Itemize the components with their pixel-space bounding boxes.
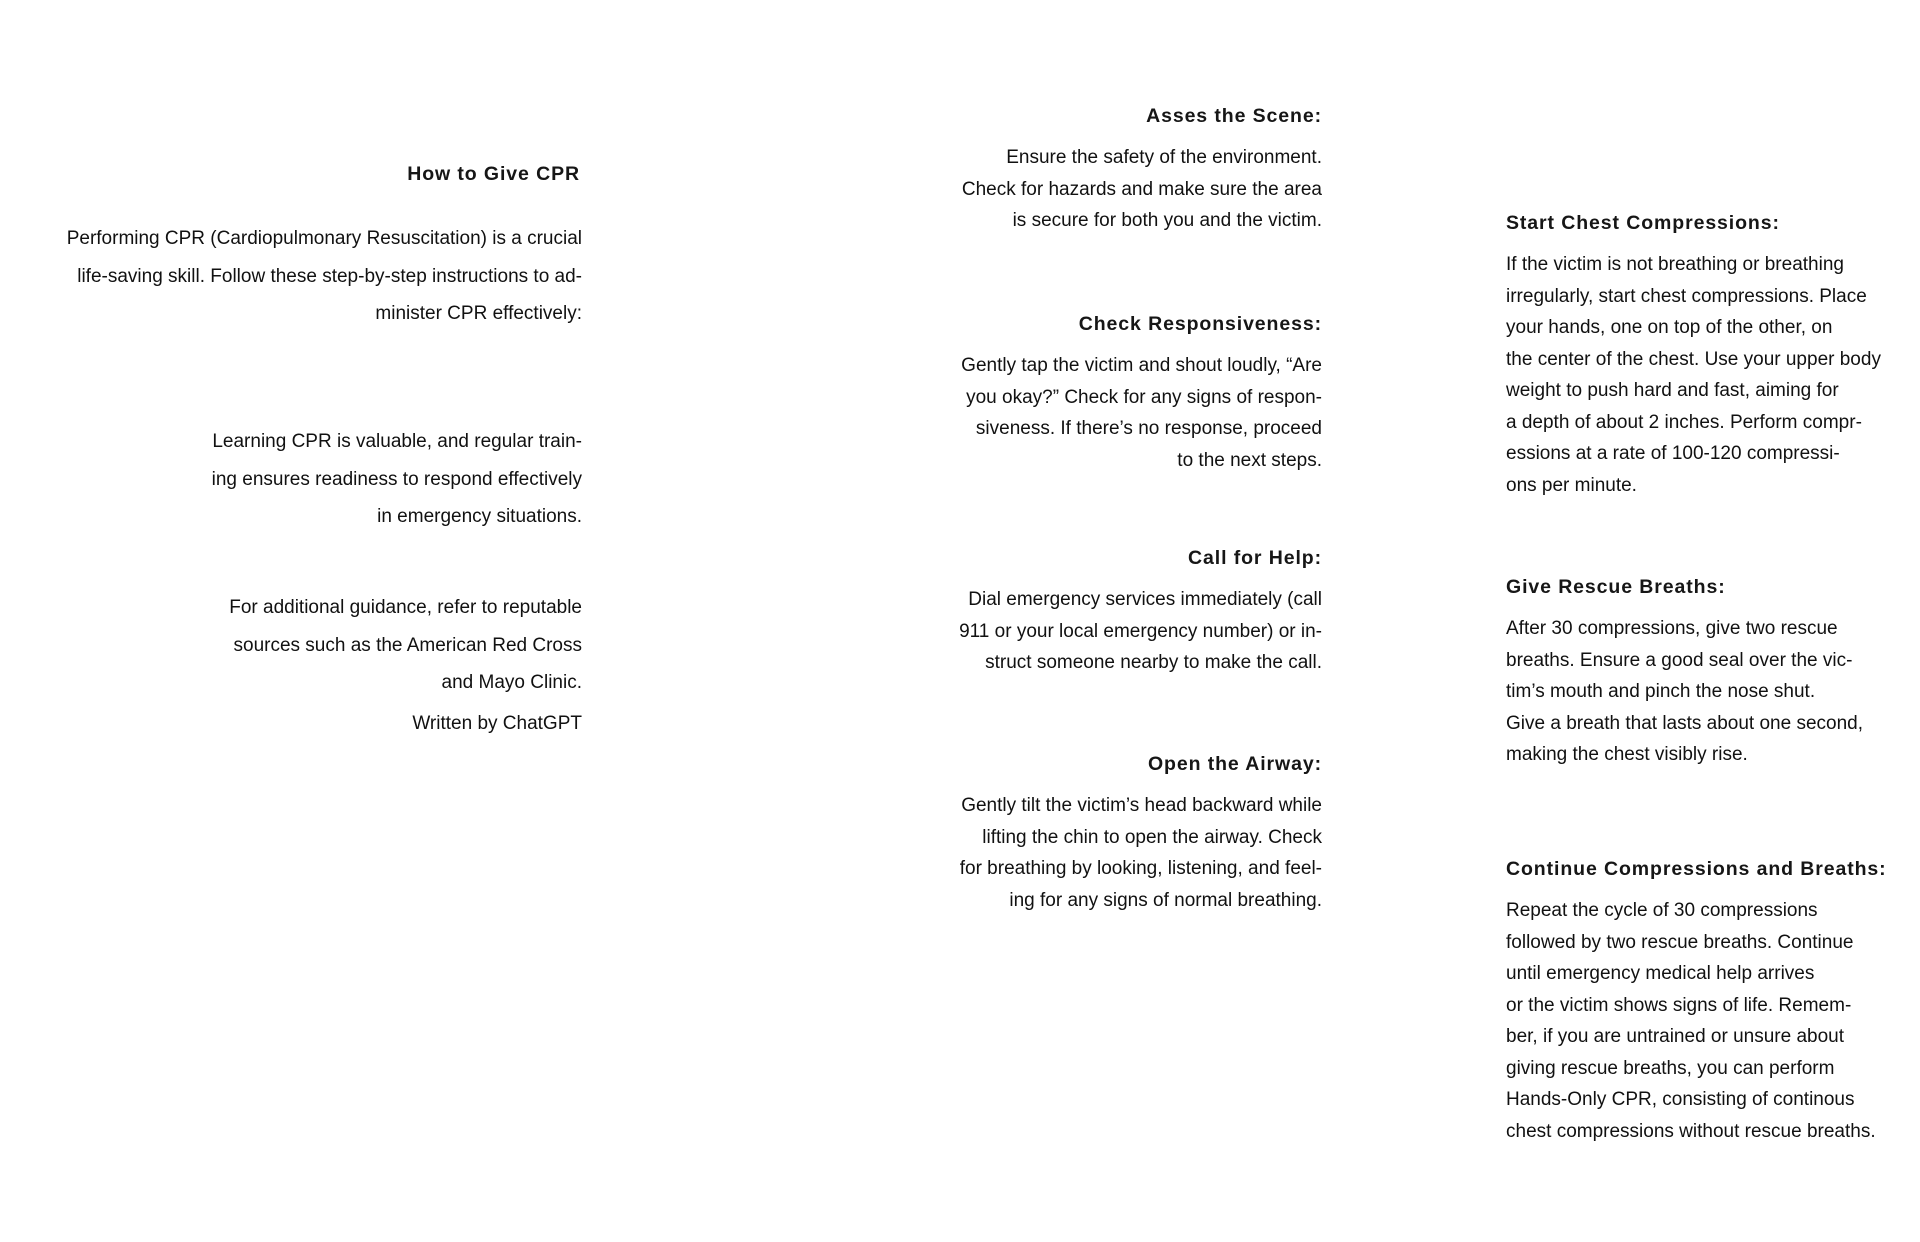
step-open-airway bbox=[702, 750, 1322, 916]
step-line: After 30 compressions, give two rescue bbox=[1506, 618, 1838, 639]
training-line: ing ensures readiness to respond effectively bbox=[211, 468, 582, 490]
step-line: Dial emergency services immediately (call bbox=[968, 589, 1322, 610]
guidance-paragraph bbox=[0, 589, 582, 739]
step-heading: Start Chest Compressions: bbox=[1506, 212, 1780, 234]
step-line: Give a breath that lasts about one second, bbox=[1506, 712, 1864, 734]
step-line: chest compressions without rescue breaths. bbox=[1506, 1120, 1876, 1142]
step-line: you okay?” Check for any signs of respon- bbox=[966, 386, 1322, 408]
intro-description bbox=[0, 220, 582, 333]
step-line: followed by two rescue breaths. Continue bbox=[1506, 931, 1854, 953]
step-continue-cycle bbox=[1506, 855, 1906, 1147]
intro-line: life-saving skill. Follow these step-by-step instructions to ad- bbox=[77, 265, 582, 287]
step-line: the center of the chest. Use your upper body bbox=[1506, 348, 1881, 370]
step-line: ons per minute. bbox=[1506, 474, 1637, 496]
step-line: Hands-Only CPR, consisting of continous bbox=[1506, 1089, 1855, 1110]
step-line: 911 or your local emergency number) or in- bbox=[959, 620, 1322, 642]
step-line: Repeat the cycle of 30 compressions bbox=[1506, 900, 1818, 921]
step-heading: Open the Airway: bbox=[1147, 753, 1322, 775]
step-heading: Give Rescue Breaths: bbox=[1506, 576, 1726, 598]
step-line: for breathing by looking, listening, and feel- bbox=[959, 858, 1322, 879]
step-call-for-help bbox=[702, 544, 1322, 679]
page-title: How to Give CPR bbox=[407, 163, 580, 185]
step-heading: Continue Compressions and Breaths: bbox=[1506, 858, 1887, 880]
step-check-responsiveness bbox=[702, 310, 1322, 476]
guidance-line: sources such as the American Red Cross bbox=[233, 634, 582, 656]
step-rescue-breaths bbox=[1506, 573, 1906, 771]
step-line: siveness. If there’s no response, proceed bbox=[975, 418, 1322, 439]
step-line: Check for hazards and make sure the area bbox=[961, 178, 1322, 200]
step-line: making the chest visibly rise. bbox=[1506, 744, 1748, 765]
step-line: tim’s mouth and pinch the nose shut. bbox=[1506, 681, 1816, 702]
step-line: irregularly, start chest compressions. Place bbox=[1506, 285, 1867, 307]
step-line: breaths. Ensure a good seal over the vic- bbox=[1506, 649, 1853, 671]
step-assess-scene bbox=[702, 102, 1322, 237]
guidance-line: For additional guidance, refer to reputable bbox=[229, 597, 582, 618]
step-line: ber, if you are untrained or unsure about bbox=[1506, 1026, 1845, 1047]
author-credit: Written by ChatGPT bbox=[412, 712, 582, 734]
guidance-line: and Mayo Clinic. bbox=[441, 672, 582, 693]
intro-section bbox=[0, 160, 580, 188]
step-line: giving rescue breaths, you can perform bbox=[1506, 1057, 1835, 1079]
intro-line: minister CPR effectively: bbox=[375, 303, 582, 324]
step-line: your hands, one on top of the other, on bbox=[1506, 317, 1833, 338]
step-chest-compressions bbox=[1506, 209, 1906, 501]
step-line: Ensure the safety of the environment. bbox=[1006, 147, 1322, 168]
intro-line: Performing CPR (Cardiopulmonary Resuscitation) is a crucial bbox=[66, 228, 582, 249]
step-line: Gently tap the victim and shout loudly, “Are bbox=[961, 355, 1322, 376]
step-line: Gently tilt the victim’s head backward while bbox=[961, 795, 1322, 816]
training-line: in emergency situations. bbox=[377, 506, 582, 527]
step-line: or the victim shows signs of life. Remem- bbox=[1506, 994, 1852, 1016]
step-heading: Call for Help: bbox=[1188, 547, 1322, 569]
training-paragraph bbox=[0, 423, 582, 536]
step-line: to the next steps. bbox=[1177, 449, 1322, 471]
step-line: lifting the chin to open the airway. Check bbox=[982, 826, 1322, 848]
step-line: a depth of about 2 inches. Perform compr- bbox=[1506, 411, 1862, 433]
step-heading: Asses the Scene: bbox=[1146, 105, 1322, 127]
step-line: is secure for both you and the victim. bbox=[1012, 210, 1322, 231]
step-line: If the victim is not breathing or breathing bbox=[1506, 254, 1844, 275]
step-line: ing for any signs of normal breathing. bbox=[1009, 889, 1322, 911]
step-line: essions at a rate of 100-120 compressi- bbox=[1506, 443, 1840, 464]
training-line: Learning CPR is valuable, and regular train- bbox=[212, 431, 582, 452]
step-line: struct someone nearby to make the call. bbox=[985, 652, 1322, 673]
step-line: until emergency medical help arrives bbox=[1506, 963, 1815, 984]
step-heading: Check Responsiveness: bbox=[1078, 313, 1322, 335]
step-line: weight to push hard and fast, aiming for bbox=[1506, 380, 1839, 401]
